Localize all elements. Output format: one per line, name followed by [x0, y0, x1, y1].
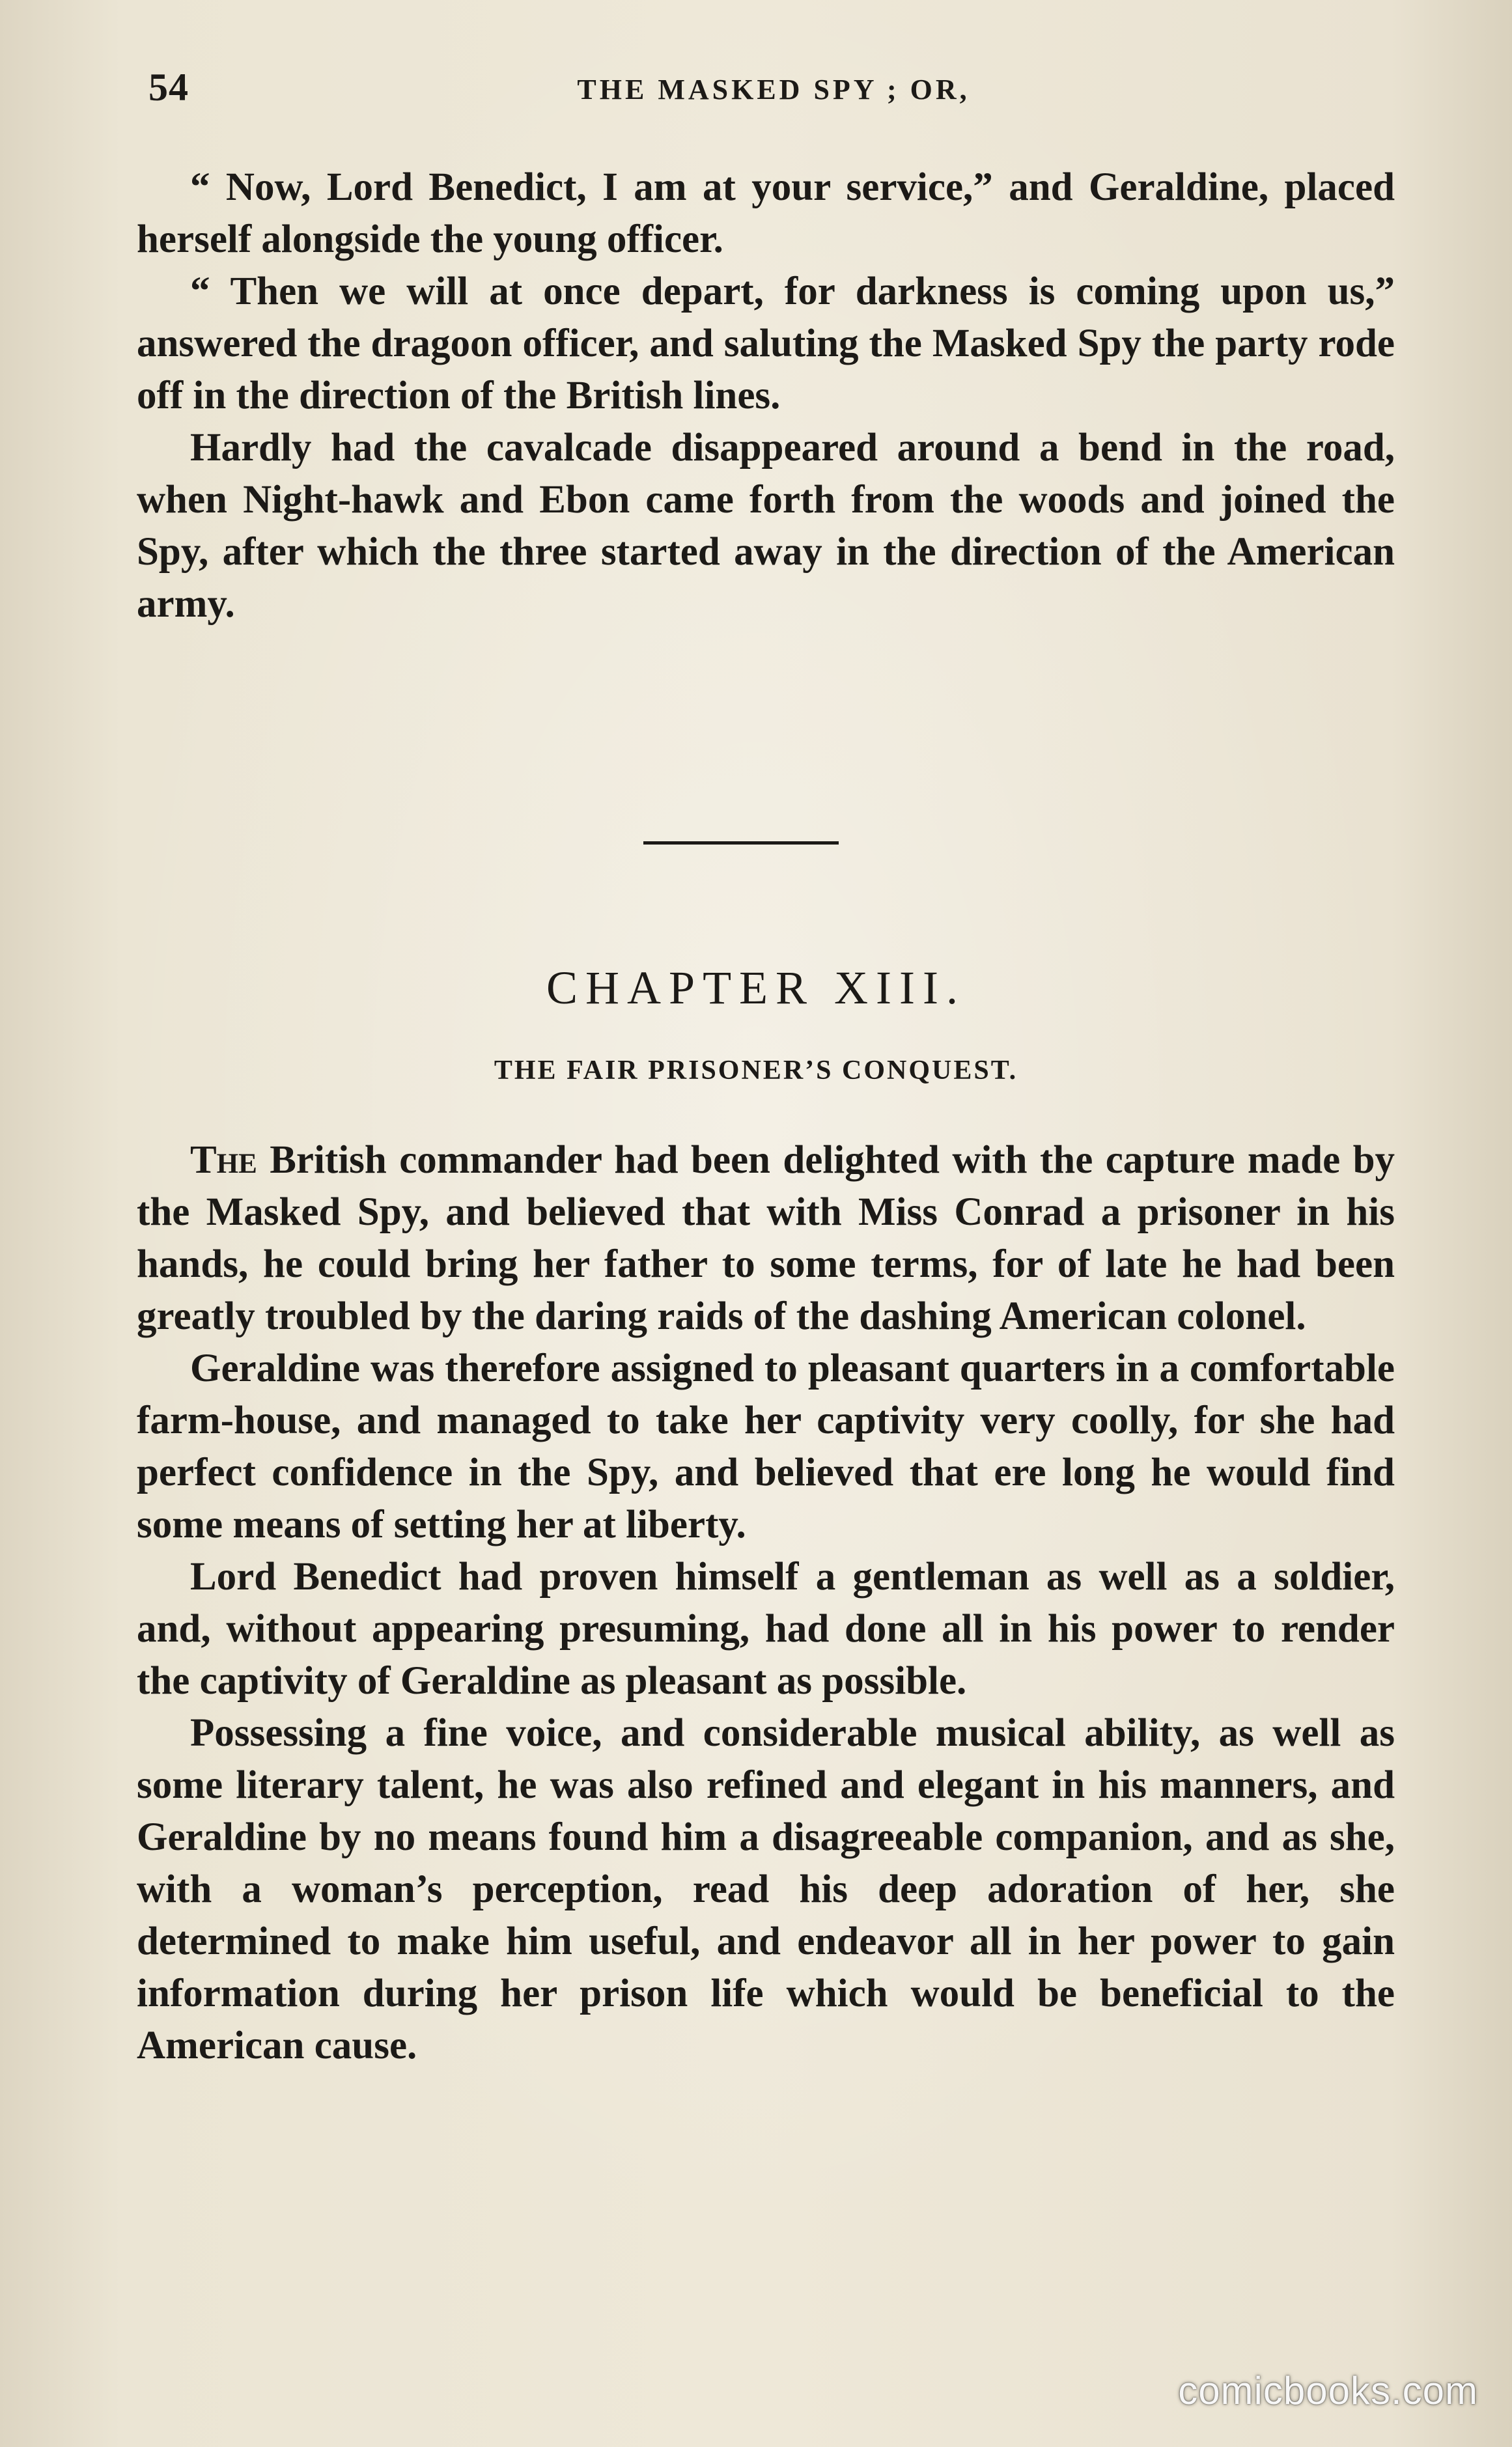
paragraph: Hardly had the cavalcade disappeared around a bend in the road, when Night-hawk and Ebon came forth from the woods and joined the Spy, after which the three started away in the direction of the American army. [137, 426, 1395, 626]
paragraph: “ Now, Lord Benedict, I am at your service,” and Geraldine, placed herself alongside the young officer. [137, 165, 1395, 261]
page-header [148, 65, 1399, 117]
paragraph [137, 1134, 1395, 1343]
chapter-title: CHAPTER XIII. [546, 962, 966, 1014]
section-divider-rule [643, 841, 839, 845]
watermark: comicbooks.com [1178, 2369, 1478, 2412]
paragraph: “ Then we will at once depart, for darkness is coming upon us,” answered the dragoon officer, and saluting the Masked Spy the party rode off in the direction of the British lines. [137, 270, 1395, 417]
lead-word: The [190, 1138, 257, 1182]
paragraph: Geraldine was therefore assigned to pleasant quarters in a comfortable farm-house, and managed to take her captivity very coolly, for she had perfect confidence in the Spy, and believed that ere long he would find some means of setting her at liberty. [137, 1347, 1395, 1546]
paragraph: Lord Benedict had proven himself a gentleman as well as a soldier, and, without appearing presuming, had done all in his power to render the captivity of Geraldine as pleasant as possible. [137, 1555, 1395, 1703]
text-block-chapter [137, 1134, 1395, 2072]
chapter-subtitle: THE FAIR PRISONER’S CONQUEST. [494, 1056, 1018, 1085]
running-head: THE MASKED SPY ; OR, [577, 74, 970, 105]
paragraph: Possessing a fine voice, and considerable musical ability, as well as some literary talent, he was also refined and elegant in his manners, and Geraldine by no means found him a disagreeable companion, and as she, with a woman’s perception, read his deep adoration of her, she determined to make him useful, and endeavor all in her power to gain information during her prison life which would be beneficial to the American cause. [137, 1711, 1395, 2067]
page-number: 54 [148, 66, 189, 109]
text-block-before-chapter [137, 161, 1395, 630]
paragraph-text: British commander had been delighted with the capture made by the Masked Spy, and believed that with Miss Conrad a prisoner in his hands, he could bring her father to some terms, for of late he had been greatly troubled by the daring raids of the dashing American colonel. [137, 1138, 1395, 1338]
